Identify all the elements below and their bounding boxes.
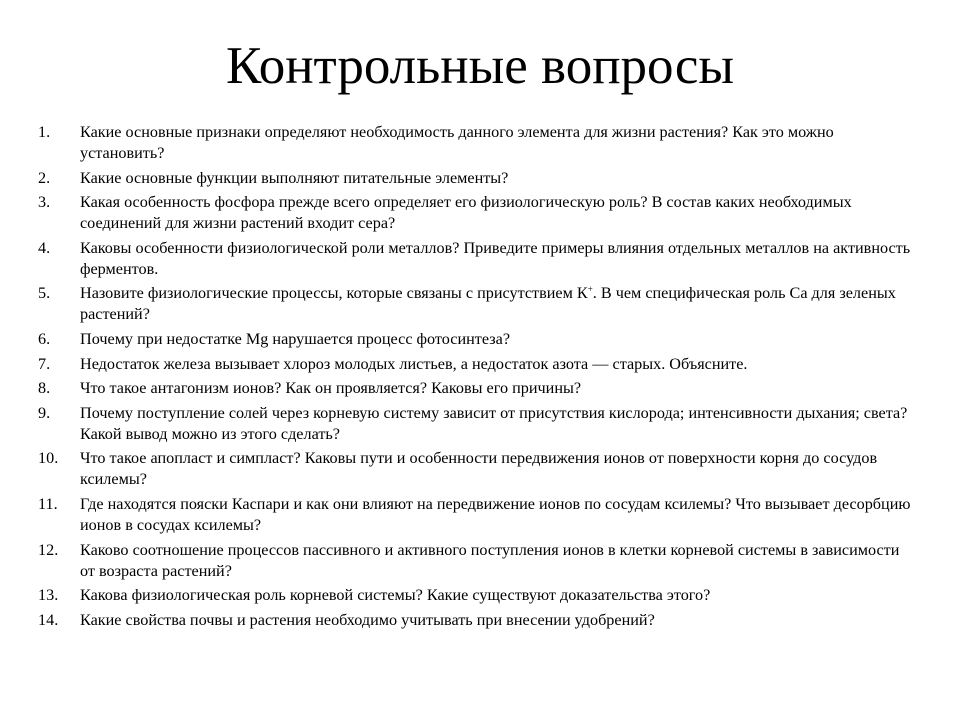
list-item (38, 354, 918, 375)
item-text: Какие основные признаки определяют необходимость данного элемента для жизни растения? Как это можно установить? (80, 123, 834, 162)
item-number: 5. (38, 284, 51, 303)
list-item (38, 403, 918, 445)
item-text: Какая особенность фосфора прежде всего определяет его физиологическую роль? В состав каких необходимых соединений для жизни растений входит сера? (80, 193, 852, 233)
list-item (38, 610, 918, 631)
item-text: Что такое апопласт и симпласт? Каковы пути и особенности передвижения ионов от поверхности корня до сосудов ксилемы? (80, 449, 878, 489)
list-item (38, 494, 918, 536)
list-item (38, 448, 918, 490)
item-text: Каковы особенности физиологической роли металлов? Приведите примеры влияния отдельных металлов на активность ферментов. (80, 238, 911, 278)
list-item (38, 585, 918, 606)
list-item (38, 378, 918, 399)
item-text: Где находятся пояски Каспари и как они влияют на передвижение ионов по сосудам ксилемы? Что вызывает десорбцию ионов в сосудах ксилемы? (80, 494, 911, 534)
item-number: 6. (38, 329, 51, 348)
item-number: 2. (38, 168, 51, 187)
item-number: 1. (38, 123, 51, 141)
item-number: 4. (38, 238, 51, 257)
list-item (38, 283, 918, 325)
item-text: Какие свойства почвы и растения необходимо учитывать при внесении удобрений? (80, 610, 655, 629)
item-text-part: . В чем специфическая роль Са для зеленых растений? (80, 284, 896, 324)
list-item (38, 329, 918, 350)
list-item (38, 238, 918, 280)
item-number: 10. (38, 449, 59, 468)
item-number: 8. (38, 379, 51, 398)
item-text: Каково соотношение процессов пассивного и активного поступления ионов в клетки корневой системы в зависимости от возраста растений? (80, 540, 900, 580)
item-text: Недостаток железа вызывает хлороз молодых листьев, а недостаток азота — старых. Объясните. (80, 354, 748, 373)
item-number: 7. (38, 354, 51, 373)
item-number: 13. (38, 586, 59, 605)
item-number: 9. (38, 403, 51, 422)
superscript: + (587, 284, 593, 295)
item-number: 11. (38, 494, 58, 513)
item-text (80, 283, 918, 325)
item-text: Какие основные функции выполняют питательные элементы? (80, 168, 509, 187)
list-item (38, 122, 918, 164)
list-item (38, 192, 918, 234)
item-number: 12. (38, 540, 59, 559)
list-item (38, 540, 918, 582)
questions-list (38, 122, 918, 634)
item-text: Какова физиологическая роль корневой системы? Какие существуют доказательства этого? (80, 586, 711, 605)
item-text: Почему при недостатке Mg нарушается процесс фотосинтеза? (80, 329, 511, 348)
item-text: Что такое антагонизм ионов? Как он проявляется? Каковы его причины? (80, 379, 582, 398)
list-item (38, 168, 918, 189)
item-text-part: Назовите физиологические процессы, которые связаны с присутствием К (80, 284, 588, 303)
item-number: 14. (38, 610, 59, 629)
page-title: Контрольные вопросы (225, 37, 735, 95)
item-number: 3. (38, 193, 51, 212)
item-text: Почему поступление солей через корневую систему зависит от присутствия кислорода; интенсивности дыхания; света? Какой вывод можно из этого сделать? (80, 403, 908, 443)
